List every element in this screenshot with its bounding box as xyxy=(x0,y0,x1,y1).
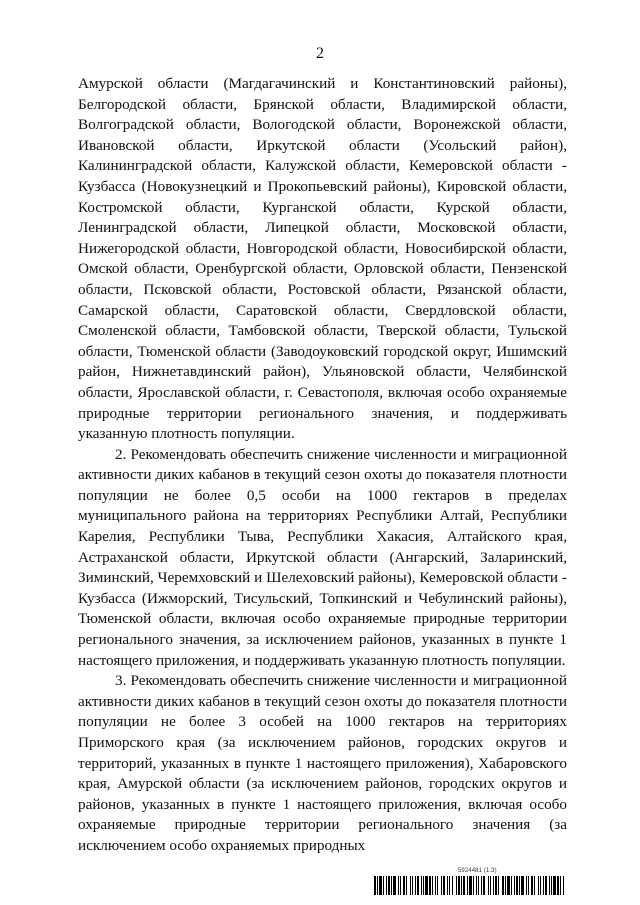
page-number: 2 xyxy=(316,45,324,62)
document-body xyxy=(78,74,567,857)
paragraph-continuation: Амурской области (Магдагачинский и Константиновский районы), Белгородской области, Брянской области, Владимирской области, Волгоградской области, Вологодской области, Воронежской области, Ивановской области, Иркутской области (Усольский район), Калининградской области, Калужской области, Кемеровской области - Кузбасса (Новокузнецкий и Прокопьевский районы), Кировской области, Костромской области, Курганской области, Курской области, Ленинградской области, Липецкой области, Московской области, Нижегородской области, Новгородской области, Новосибирской области, Омской области, Оренбургской области, Орловской области, Пензенской области, Псковской области, Ростовской области, Рязанской области, Самарской области, Саратовской области, Свердловской области, Смоленской области, Тамбовской области, Тверской области, Тульской области, Тюменской области (Заводоуковский городской округ, Ишимский район, Нижнетавдинский район), Ульяновской области, Челябинской области, Ярославской области, г. Севастополя, включая особо охраняемые природные территории регионального значения, и поддерживать указанную плотность популяции. xyxy=(78,75,567,443)
paragraph-item-2: 2. Рекомендовать обеспечить снижение численности и миграционной активности диких кабанов в текущий сезон охоты до показателя плотности популяции не более 0,5 особи на 1000 гектаров в пределах муниципального района на территориях Республики Алтай, Республики Карелия, Республики Тыва, Республики Хакасия, Алтайского края, Астраханской области, Иркутской области (Ангарский, Заларинский, Зиминский, Черемховский и Шелеховский районы), Кемеровской области - Кузбасса (Ижморский, Тисульский, Топкинский и Чебулинский районы), Тюменской области, включая особо охраняемые природные территории регионального значения, за исключением районов, указанных в пункте 1 настоящего приложения, и поддерживать указанную плотность популяции. xyxy=(78,445,567,669)
paragraph-item-3: 3. Рекомендовать обеспечить снижение численности и миграционной активности диких кабанов в текущий сезон охоты до показателя плотности популяции не более 3 особей на 1000 гектаров на территориях Приморского края (за исключением районов, городских округов и территорий, указанных в пункте 1 настоящего приложения), Хабаровского края, Амурской области (за исключением районов, городских округов и районов, указанных в пункте 1 настоящего приложения, включая особо охраняемые природные территории регионального значения (за исключением особо охраняемых природных xyxy=(78,672,567,854)
barcode-caption: 5924481 (1.3) xyxy=(458,868,497,874)
barcode-image xyxy=(374,876,565,895)
